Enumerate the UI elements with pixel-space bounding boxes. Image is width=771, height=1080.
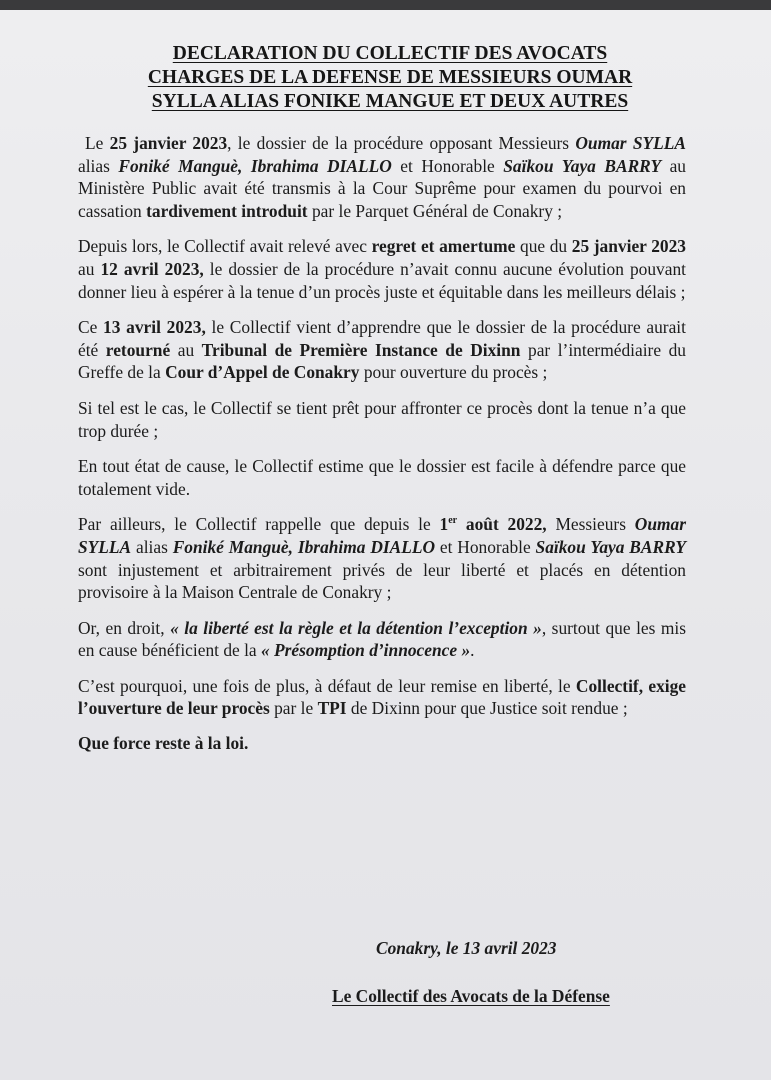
paragraph-7: Or, en droit, « la liberté est la règle et la détention l’exception », surtout que les mis en cause bénéficient de la « Présomption d’innocence ». (78, 617, 687, 661)
title-line-2: CHARGES DE LA DEFENSE DE MESSIEURS OUMAR (147, 67, 633, 88)
page-title (80, 42, 700, 114)
paragraph-3: Ce 13 avril 2023, le Collectif vient d’apprendre que le dossier de la procédure aurait été retourné au Tribunal de Première Instance de Dixinn par l’intermédiaire du Greffe de la Cour d’Appel de Conakry pour ouverture du procès ; (78, 317, 686, 383)
paragraph-1: Le 25 janvier 2023, le dossier de la procédure opposant Messieurs Oumar SYLLA alias Foniké Manguè, Ibrahima DIALLO et Honorable Saïkou Yaya BARRY au Ministère Public avait été transmis à la Cour Suprême pour examen du pourvoi en cassation tardivement introduit par le Parquet Général de Conakry ; (78, 133, 687, 221)
paragraph-6: Par ailleurs, le Collectif rappelle que depuis le 1er août 2022, Messieurs Oumar SYLLA alias Foniké Manguè, Ibrahima DIALLO et Honorable Saïkou Yaya BARRY sont injustement et arbitrairement privés de leur liberté et placés en détention provisoire à la Maison Centrale de Conakry ; (78, 514, 686, 603)
paragraph-5: En tout état de cause, le Collectif estime que le dossier est facile à défendre parce que totalement vide. (78, 456, 686, 499)
paragraph-2: Depuis lors, le Collectif avait relevé avec regret et amertume que du 25 janvier 2023 au 12 avril 2023, le dossier de la procédure n’avait connu aucune évolution pouvant donner lieu à espérer à la tenue d’un procès juste et équitable dans les meilleurs délais ; (78, 236, 686, 302)
signature-date: Conakry, le 13 avril 2023 (376, 938, 557, 958)
title-line-1: DECLARATION DU COLLECTIF DES AVOCATS (172, 43, 608, 64)
document-body (78, 132, 686, 754)
document-page (0, 10, 771, 1080)
signature-line: Le Collectif des Avocats de la Défense (332, 986, 610, 1006)
paragraph-4: Si tel est le cas, le Collectif se tient prêt pour affronter ce procès dont la tenue n’a que trop durée ; (78, 397, 686, 441)
paragraph-8: C’est pourquoi, une fois de plus, à défaut de leur remise en liberté, le Collectif, exige l’ouverture de leur procès par le TPI de Dixinn pour que Justice soit rendue ; (78, 675, 687, 719)
title-line-3: SYLLA ALIAS FONIKE MANGUE ET DEUX AUTRES (151, 91, 629, 112)
closing-line: Que force reste à la loi. (78, 733, 249, 754)
